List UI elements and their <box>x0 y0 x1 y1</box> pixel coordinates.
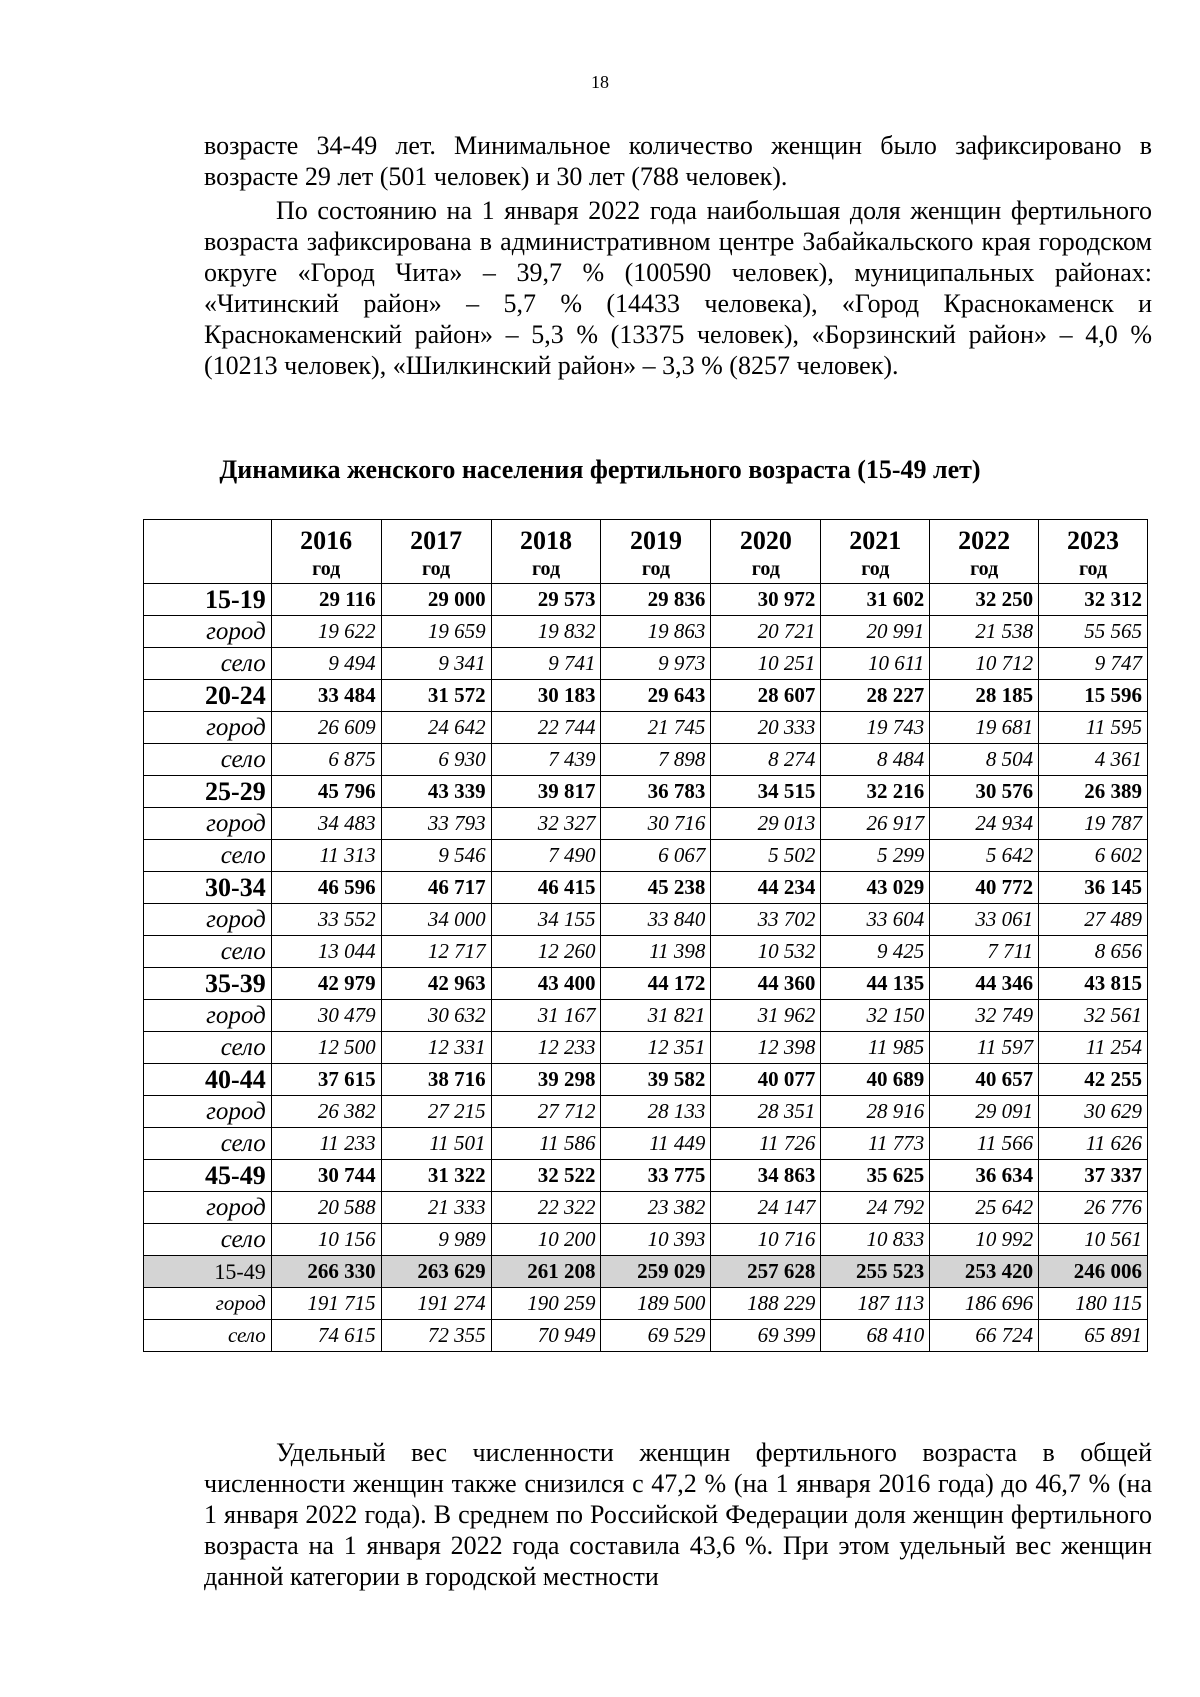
header-year-value: 2021 <box>849 526 902 555</box>
table-cell: 43 339 <box>381 776 491 808</box>
row-label: 25-29 <box>144 776 272 808</box>
table-cell: 31 572 <box>381 680 491 712</box>
table-row <box>144 1288 1148 1320</box>
table-row <box>144 584 1148 616</box>
table-row <box>144 1096 1148 1128</box>
table-cell: 30 972 <box>711 584 821 616</box>
table-title: Динамика женского населения фертильного возраста (15-49 лет) <box>219 455 981 484</box>
table-cell: 188 229 <box>711 1288 821 1320</box>
table-cell: 12 398 <box>711 1032 821 1064</box>
table-row <box>144 1256 1148 1288</box>
table-cell: 11 398 <box>601 936 711 968</box>
table-row <box>144 1128 1148 1160</box>
header-year-7 <box>1039 520 1148 584</box>
table-cell: 30 479 <box>271 1000 381 1032</box>
row-label: село <box>144 1032 272 1064</box>
table-cell: 69 529 <box>601 1320 711 1352</box>
table-cell: 187 113 <box>821 1288 930 1320</box>
table-row <box>144 872 1148 904</box>
table-cell: 5 502 <box>711 840 821 872</box>
table-cell: 7 439 <box>491 744 601 776</box>
header-year-suffix: год <box>422 558 451 580</box>
row-label: город <box>144 808 272 840</box>
table-cell: 11 985 <box>821 1032 930 1064</box>
table-cell: 10 393 <box>601 1224 711 1256</box>
table-row <box>144 776 1148 808</box>
table-cell: 44 360 <box>711 968 821 1000</box>
table-cell: 11 595 <box>1039 712 1148 744</box>
table-cell: 27 489 <box>1039 904 1148 936</box>
table-cell: 39 582 <box>601 1064 711 1096</box>
table-cell: 10 992 <box>930 1224 1039 1256</box>
table-cell: 32 250 <box>930 584 1039 616</box>
table-cell: 259 029 <box>601 1256 711 1288</box>
table-cell: 10 561 <box>1039 1224 1148 1256</box>
table-cell: 266 330 <box>271 1256 381 1288</box>
table-cell: 31 962 <box>711 1000 821 1032</box>
table-row <box>144 1032 1148 1064</box>
table-row <box>144 840 1148 872</box>
table-cell: 11 726 <box>711 1128 821 1160</box>
table-cell: 44 234 <box>711 872 821 904</box>
row-label: село <box>144 648 272 680</box>
table-cell: 12 233 <box>491 1032 601 1064</box>
table-cell: 43 815 <box>1039 968 1148 1000</box>
header-year-6 <box>930 520 1039 584</box>
row-label: город <box>144 904 272 936</box>
table-cell: 19 863 <box>601 616 711 648</box>
table-cell: 69 399 <box>711 1320 821 1352</box>
table-row <box>144 712 1148 744</box>
table-cell: 33 775 <box>601 1160 711 1192</box>
table-cell: 30 183 <box>491 680 601 712</box>
table-cell: 28 133 <box>601 1096 711 1128</box>
table-cell: 28 916 <box>821 1096 930 1128</box>
row-label: село <box>144 936 272 968</box>
table-cell: 33 604 <box>821 904 930 936</box>
table-cell: 32 327 <box>491 808 601 840</box>
table-cell: 26 382 <box>271 1096 381 1128</box>
table-cell: 27 712 <box>491 1096 601 1128</box>
table-cell: 26 776 <box>1039 1192 1148 1224</box>
table-cell: 6 930 <box>381 744 491 776</box>
header-year-suffix: год <box>861 558 890 580</box>
table-cell: 39 817 <box>491 776 601 808</box>
table-cell: 10 716 <box>711 1224 821 1256</box>
table-cell: 29 573 <box>491 584 601 616</box>
table-cell: 10 712 <box>930 648 1039 680</box>
table-row <box>144 1000 1148 1032</box>
table-cell: 30 744 <box>271 1160 381 1192</box>
table-row <box>144 936 1148 968</box>
table-cell: 33 484 <box>271 680 381 712</box>
table-cell: 40 077 <box>711 1064 821 1096</box>
table-cell: 246 006 <box>1039 1256 1148 1288</box>
table-cell: 24 147 <box>711 1192 821 1224</box>
row-label: село <box>144 1128 272 1160</box>
table-cell: 44 135 <box>821 968 930 1000</box>
table-cell: 4 361 <box>1039 744 1148 776</box>
table-cell: 42 255 <box>1039 1064 1148 1096</box>
table-cell: 8 504 <box>930 744 1039 776</box>
header-corner-cell <box>144 520 272 584</box>
table-cell: 29 643 <box>601 680 711 712</box>
table-cell: 31 602 <box>821 584 930 616</box>
table-cell: 186 696 <box>930 1288 1039 1320</box>
table-header-row <box>144 520 1148 584</box>
header-year-suffix: год <box>1078 558 1108 580</box>
table-cell: 26 917 <box>821 808 930 840</box>
table-cell: 8 656 <box>1039 936 1148 968</box>
table-cell: 34 863 <box>711 1160 821 1192</box>
row-label: город <box>144 1000 272 1032</box>
table-cell: 180 115 <box>1039 1288 1148 1320</box>
row-label: город <box>144 1192 272 1224</box>
paragraph-districts: По состоянию на 1 января 2022 года наибольшая доля женщин фертильного возраста зафиксирована в административном центре Забайкальского края городском округе «Город Чита» – 39,7 % (100590 человек), муниципальных районах: «Читинский район» – 5,7 % (14433 человека), «Город Краснокаменск и Краснокаменский район» – 5,3 % (13375 человек), «Борзинский район» – 4,0 % (10213 человек), «Шилкинский район» – 3,3 % (8257 человек). <box>204 196 1152 380</box>
table-row <box>144 1064 1148 1096</box>
table-cell: 11 566 <box>930 1128 1039 1160</box>
table-cell: 19 743 <box>821 712 930 744</box>
row-label: 15-19 <box>144 584 272 616</box>
table-cell: 35 625 <box>821 1160 930 1192</box>
table-cell: 8 274 <box>711 744 821 776</box>
table-cell: 33 840 <box>601 904 711 936</box>
table-cell: 46 415 <box>491 872 601 904</box>
table-cell: 33 061 <box>930 904 1039 936</box>
table-cell: 26 389 <box>1039 776 1148 808</box>
header-year-suffix: год <box>641 558 670 580</box>
table-body <box>144 584 1148 1352</box>
table-cell: 12 331 <box>381 1032 491 1064</box>
table-cell: 20 588 <box>271 1192 381 1224</box>
header-year-value: 2016 <box>300 526 353 555</box>
table-cell: 8 484 <box>821 744 930 776</box>
table-row <box>144 1320 1148 1352</box>
table-cell: 7 898 <box>601 744 711 776</box>
table-cell: 66 724 <box>930 1320 1039 1352</box>
row-label: село <box>144 744 272 776</box>
table-cell: 6 602 <box>1039 840 1148 872</box>
table-cell: 32 312 <box>1039 584 1148 616</box>
table-cell: 31 821 <box>601 1000 711 1032</box>
table-cell: 21 538 <box>930 616 1039 648</box>
table-cell: 9 494 <box>271 648 381 680</box>
table-cell: 9 741 <box>491 648 601 680</box>
table-cell: 32 150 <box>821 1000 930 1032</box>
table-cell: 20 333 <box>711 712 821 744</box>
table-cell: 11 313 <box>271 840 381 872</box>
table-cell: 6 067 <box>601 840 711 872</box>
table-cell: 44 172 <box>601 968 711 1000</box>
header-year-5 <box>821 520 930 584</box>
table-cell: 43 400 <box>491 968 601 1000</box>
header-year-value: 2022 <box>958 526 1011 555</box>
table-cell: 253 420 <box>930 1256 1039 1288</box>
header-year-value: 2017 <box>410 526 463 555</box>
table-cell: 33 702 <box>711 904 821 936</box>
table-row <box>144 680 1148 712</box>
row-label: 35-39 <box>144 968 272 1000</box>
table-cell: 30 629 <box>1039 1096 1148 1128</box>
table-cell: 11 586 <box>491 1128 601 1160</box>
row-label: село <box>144 1320 272 1352</box>
table-cell: 22 322 <box>491 1192 601 1224</box>
table-cell: 19 622 <box>271 616 381 648</box>
table-cell: 21 745 <box>601 712 711 744</box>
table-cell: 15 596 <box>1039 680 1148 712</box>
table-cell: 42 979 <box>271 968 381 1000</box>
table-cell: 32 522 <box>491 1160 601 1192</box>
table-cell: 29 000 <box>381 584 491 616</box>
table-cell: 46 717 <box>381 872 491 904</box>
table-cell: 32 749 <box>930 1000 1039 1032</box>
table-cell: 34 000 <box>381 904 491 936</box>
table-cell: 30 716 <box>601 808 711 840</box>
table-cell: 19 681 <box>930 712 1039 744</box>
table-cell: 9 747 <box>1039 648 1148 680</box>
table-cell: 74 615 <box>271 1320 381 1352</box>
table-cell: 34 483 <box>271 808 381 840</box>
header-year-1 <box>381 520 491 584</box>
table-cell: 10 833 <box>821 1224 930 1256</box>
table-cell: 26 609 <box>271 712 381 744</box>
table-cell: 11 449 <box>601 1128 711 1160</box>
table-cell: 29 116 <box>271 584 381 616</box>
header-year-value: 2023 <box>1067 526 1120 555</box>
table-cell: 70 949 <box>491 1320 601 1352</box>
header-year-3 <box>601 520 711 584</box>
header-year-4 <box>711 520 821 584</box>
table-cell: 12 500 <box>271 1032 381 1064</box>
table-cell: 255 523 <box>821 1256 930 1288</box>
table-cell: 46 596 <box>271 872 381 904</box>
table-cell: 5 299 <box>821 840 930 872</box>
table-cell: 72 355 <box>381 1320 491 1352</box>
table-cell: 25 642 <box>930 1192 1039 1224</box>
header-year-value: 2018 <box>520 526 573 555</box>
header-year-suffix: год <box>531 558 561 580</box>
paragraph-share: Удельный вес численности женщин фертильного возраста в общей численности женщин также снизился с 47,2 % (на 1 января 2016 года) до 46,7 % (на 1 января 2022 года). В среднем по Российской Федерации доля женщин фертильного возраста на 1 января 2022 года составила 43,6 %. При этом удельный вес женщин данной категории в городской местности <box>204 1438 1152 1591</box>
row-label: село <box>144 1224 272 1256</box>
table-row <box>144 1192 1148 1224</box>
fertile-age-population-table <box>143 519 1148 1352</box>
table-cell: 190 259 <box>491 1288 601 1320</box>
table-cell: 29 013 <box>711 808 821 840</box>
table-cell: 191 274 <box>381 1288 491 1320</box>
table-cell: 29 836 <box>601 584 711 616</box>
table-cell: 9 546 <box>381 840 491 872</box>
table-cell: 36 634 <box>930 1160 1039 1192</box>
table-cell: 9 341 <box>381 648 491 680</box>
table-row <box>144 616 1148 648</box>
table-cell: 40 772 <box>930 872 1039 904</box>
row-label: 20-24 <box>144 680 272 712</box>
table-cell: 32 216 <box>821 776 930 808</box>
table-cell: 13 044 <box>271 936 381 968</box>
table-cell: 24 792 <box>821 1192 930 1224</box>
table-cell: 9 973 <box>601 648 711 680</box>
header-year-suffix: год <box>751 558 780 580</box>
table-cell: 261 208 <box>491 1256 601 1288</box>
table-cell: 5 642 <box>930 840 1039 872</box>
table-cell: 11 233 <box>271 1128 381 1160</box>
header-year-value: 2019 <box>629 526 682 555</box>
table-row <box>144 1160 1148 1192</box>
table-cell: 31 322 <box>381 1160 491 1192</box>
row-label: город <box>144 616 272 648</box>
table-cell: 20 721 <box>711 616 821 648</box>
table-cell: 43 029 <box>821 872 930 904</box>
table-cell: 189 500 <box>601 1288 711 1320</box>
table-cell: 11 597 <box>930 1032 1039 1064</box>
table-cell: 30 576 <box>930 776 1039 808</box>
table-row <box>144 904 1148 936</box>
table-cell: 19 787 <box>1039 808 1148 840</box>
row-label: город <box>144 1288 272 1320</box>
table-cell: 263 629 <box>381 1256 491 1288</box>
table-cell: 7 490 <box>491 840 601 872</box>
table-cell: 34 515 <box>711 776 821 808</box>
table-cell: 37 615 <box>271 1064 381 1096</box>
table-cell: 55 565 <box>1039 616 1148 648</box>
table-cell: 22 744 <box>491 712 601 744</box>
table-cell: 10 532 <box>711 936 821 968</box>
table-cell: 24 642 <box>381 712 491 744</box>
table-row <box>144 1224 1148 1256</box>
table-cell: 12 260 <box>491 936 601 968</box>
row-label: город <box>144 712 272 744</box>
table-row <box>144 808 1148 840</box>
paragraph-intro: возрасте 34-49 лет. Минимальное количество женщин было зафиксировано в возрасте 29 лет (501 человек) и 30 лет (788 человек). <box>204 131 1152 191</box>
table-cell: 68 410 <box>821 1320 930 1352</box>
table-cell: 19 659 <box>381 616 491 648</box>
header-year-suffix: год <box>312 558 341 580</box>
table-cell: 44 346 <box>930 968 1039 1000</box>
table-cell: 20 991 <box>821 616 930 648</box>
table-cell: 36 783 <box>601 776 711 808</box>
row-label: 30-34 <box>144 872 272 904</box>
row-label: 40-44 <box>144 1064 272 1096</box>
table-cell: 12 351 <box>601 1032 711 1064</box>
table-cell: 12 717 <box>381 936 491 968</box>
table-cell: 10 251 <box>711 648 821 680</box>
row-label: город <box>144 1096 272 1128</box>
table-cell: 65 891 <box>1039 1320 1148 1352</box>
table-row <box>144 968 1148 1000</box>
table-cell: 10 611 <box>821 648 930 680</box>
row-label: 15-49 <box>144 1256 272 1288</box>
header-year-suffix: год <box>970 558 999 580</box>
table-cell: 191 715 <box>271 1288 381 1320</box>
table-cell: 10 200 <box>491 1224 601 1256</box>
header-year-value: 2020 <box>739 526 792 555</box>
table-cell: 31 167 <box>491 1000 601 1032</box>
table-cell: 39 298 <box>491 1064 601 1096</box>
table-cell: 40 657 <box>930 1064 1039 1096</box>
table-cell: 9 425 <box>821 936 930 968</box>
table-cell: 27 215 <box>381 1096 491 1128</box>
table-cell: 11 773 <box>821 1128 930 1160</box>
table-cell: 33 793 <box>381 808 491 840</box>
header-year-2 <box>491 520 601 584</box>
table-cell: 32 561 <box>1039 1000 1148 1032</box>
table-cell: 11 626 <box>1039 1128 1148 1160</box>
table-cell: 45 796 <box>271 776 381 808</box>
table-cell: 36 145 <box>1039 872 1148 904</box>
table-cell: 23 382 <box>601 1192 711 1224</box>
table-cell: 19 832 <box>491 616 601 648</box>
table-cell: 6 875 <box>271 744 381 776</box>
table-row <box>144 648 1148 680</box>
table-cell: 11 254 <box>1039 1032 1148 1064</box>
table-cell: 42 963 <box>381 968 491 1000</box>
table-row <box>144 744 1148 776</box>
table-cell: 28 351 <box>711 1096 821 1128</box>
table-cell: 28 607 <box>711 680 821 712</box>
table-cell: 24 934 <box>930 808 1039 840</box>
table-cell: 28 227 <box>821 680 930 712</box>
table-cell: 9 989 <box>381 1224 491 1256</box>
table-cell: 45 238 <box>601 872 711 904</box>
table-cell: 33 552 <box>271 904 381 936</box>
header-year-0 <box>271 520 381 584</box>
table-cell: 11 501 <box>381 1128 491 1160</box>
table-cell: 21 333 <box>381 1192 491 1224</box>
table-cell: 38 716 <box>381 1064 491 1096</box>
row-label: 45-49 <box>144 1160 272 1192</box>
table-cell: 7 711 <box>930 936 1039 968</box>
page-number: 18 <box>591 72 609 92</box>
row-label: село <box>144 840 272 872</box>
table-cell: 28 185 <box>930 680 1039 712</box>
table-cell: 257 628 <box>711 1256 821 1288</box>
table-cell: 40 689 <box>821 1064 930 1096</box>
table-cell: 10 156 <box>271 1224 381 1256</box>
table-cell: 34 155 <box>491 904 601 936</box>
table-cell: 29 091 <box>930 1096 1039 1128</box>
table-cell: 37 337 <box>1039 1160 1148 1192</box>
table-cell: 30 632 <box>381 1000 491 1032</box>
